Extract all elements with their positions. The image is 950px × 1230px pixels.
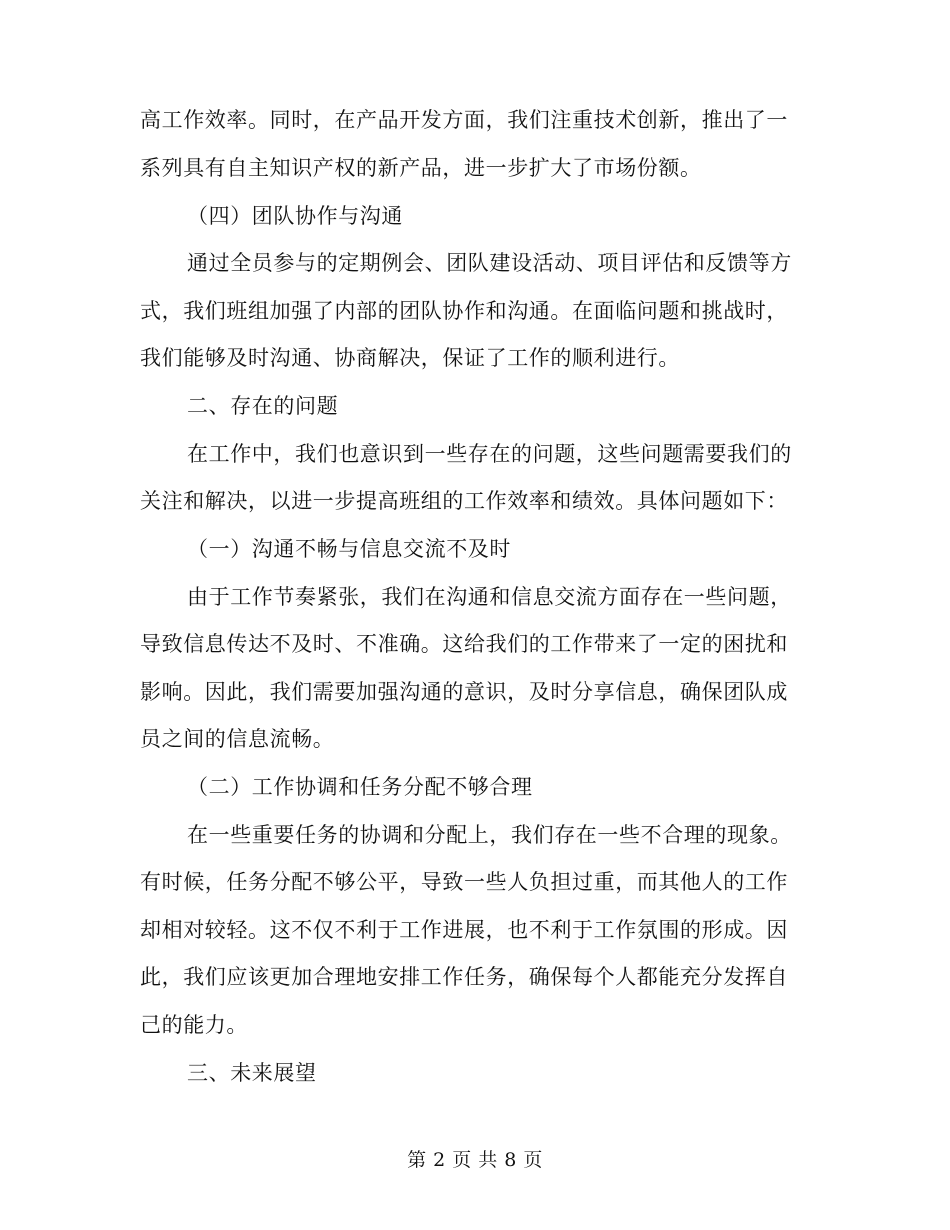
paragraph-start-line: 通过全员参与的定期例会、团队建设活动、项目评估和反馈等方	[187, 251, 792, 275]
body-line: 却相对较轻。这不仅不利于工作进展，也不利于工作氛围的形成。因	[140, 918, 788, 942]
section-heading: 二、存在的问题	[187, 394, 339, 418]
body-line: 此，我们应该更加合理地安排工作任务，确保每个人都能充分发挥自	[140, 965, 788, 989]
section-heading: （一）沟通不畅与信息交流不及时	[187, 537, 511, 561]
section-heading: （四）团队协作与沟通	[187, 204, 403, 228]
body-line: 影响。因此，我们需要加强沟通的意识，及时分享信息，确保团队成	[140, 680, 788, 704]
body-line: 我们能够及时沟通、协商解决，保证了工作的顺利进行。	[140, 346, 680, 370]
page-number-footer: 第 2 页 共 8 页	[407, 1149, 543, 1171]
body-line: 员之间的信息流畅。	[140, 727, 335, 751]
section-heading: 三、未来展望	[187, 1061, 317, 1085]
section-heading: （二）工作协调和任务分配不够合理	[187, 775, 533, 799]
body-line: 系列具有自主知识产权的新产品，进一步扩大了市场份额。	[140, 156, 702, 180]
paragraph-start-line: 在工作中，我们也意识到一些存在的问题，这些问题需要我们的	[187, 442, 792, 466]
body-line: 导致信息传达不及时、不准确。这给我们的工作带来了一定的困扰和	[140, 632, 788, 656]
body-line: 高工作效率。同时，在产品开发方面，我们注重技术创新，推出了一	[140, 108, 788, 132]
body-line: 式，我们班组加强了内部的团队协作和沟通。在面临问题和挑战时，	[140, 299, 788, 323]
body-line: 关注和解决，以进一步提高班组的工作效率和绩效。具体问题如下：	[140, 489, 788, 513]
paragraph-start-line: 由于工作节奏紧张，我们在沟通和信息交流方面存在一些问题，	[187, 585, 792, 609]
body-line: 有时候，任务分配不够公平，导致一些人负担过重，而其他人的工作	[140, 870, 788, 894]
body-line: 己的能力。	[140, 1013, 248, 1037]
paragraph-start-line: 在一些重要任务的协调和分配上，我们存在一些不合理的现象。	[187, 823, 792, 847]
